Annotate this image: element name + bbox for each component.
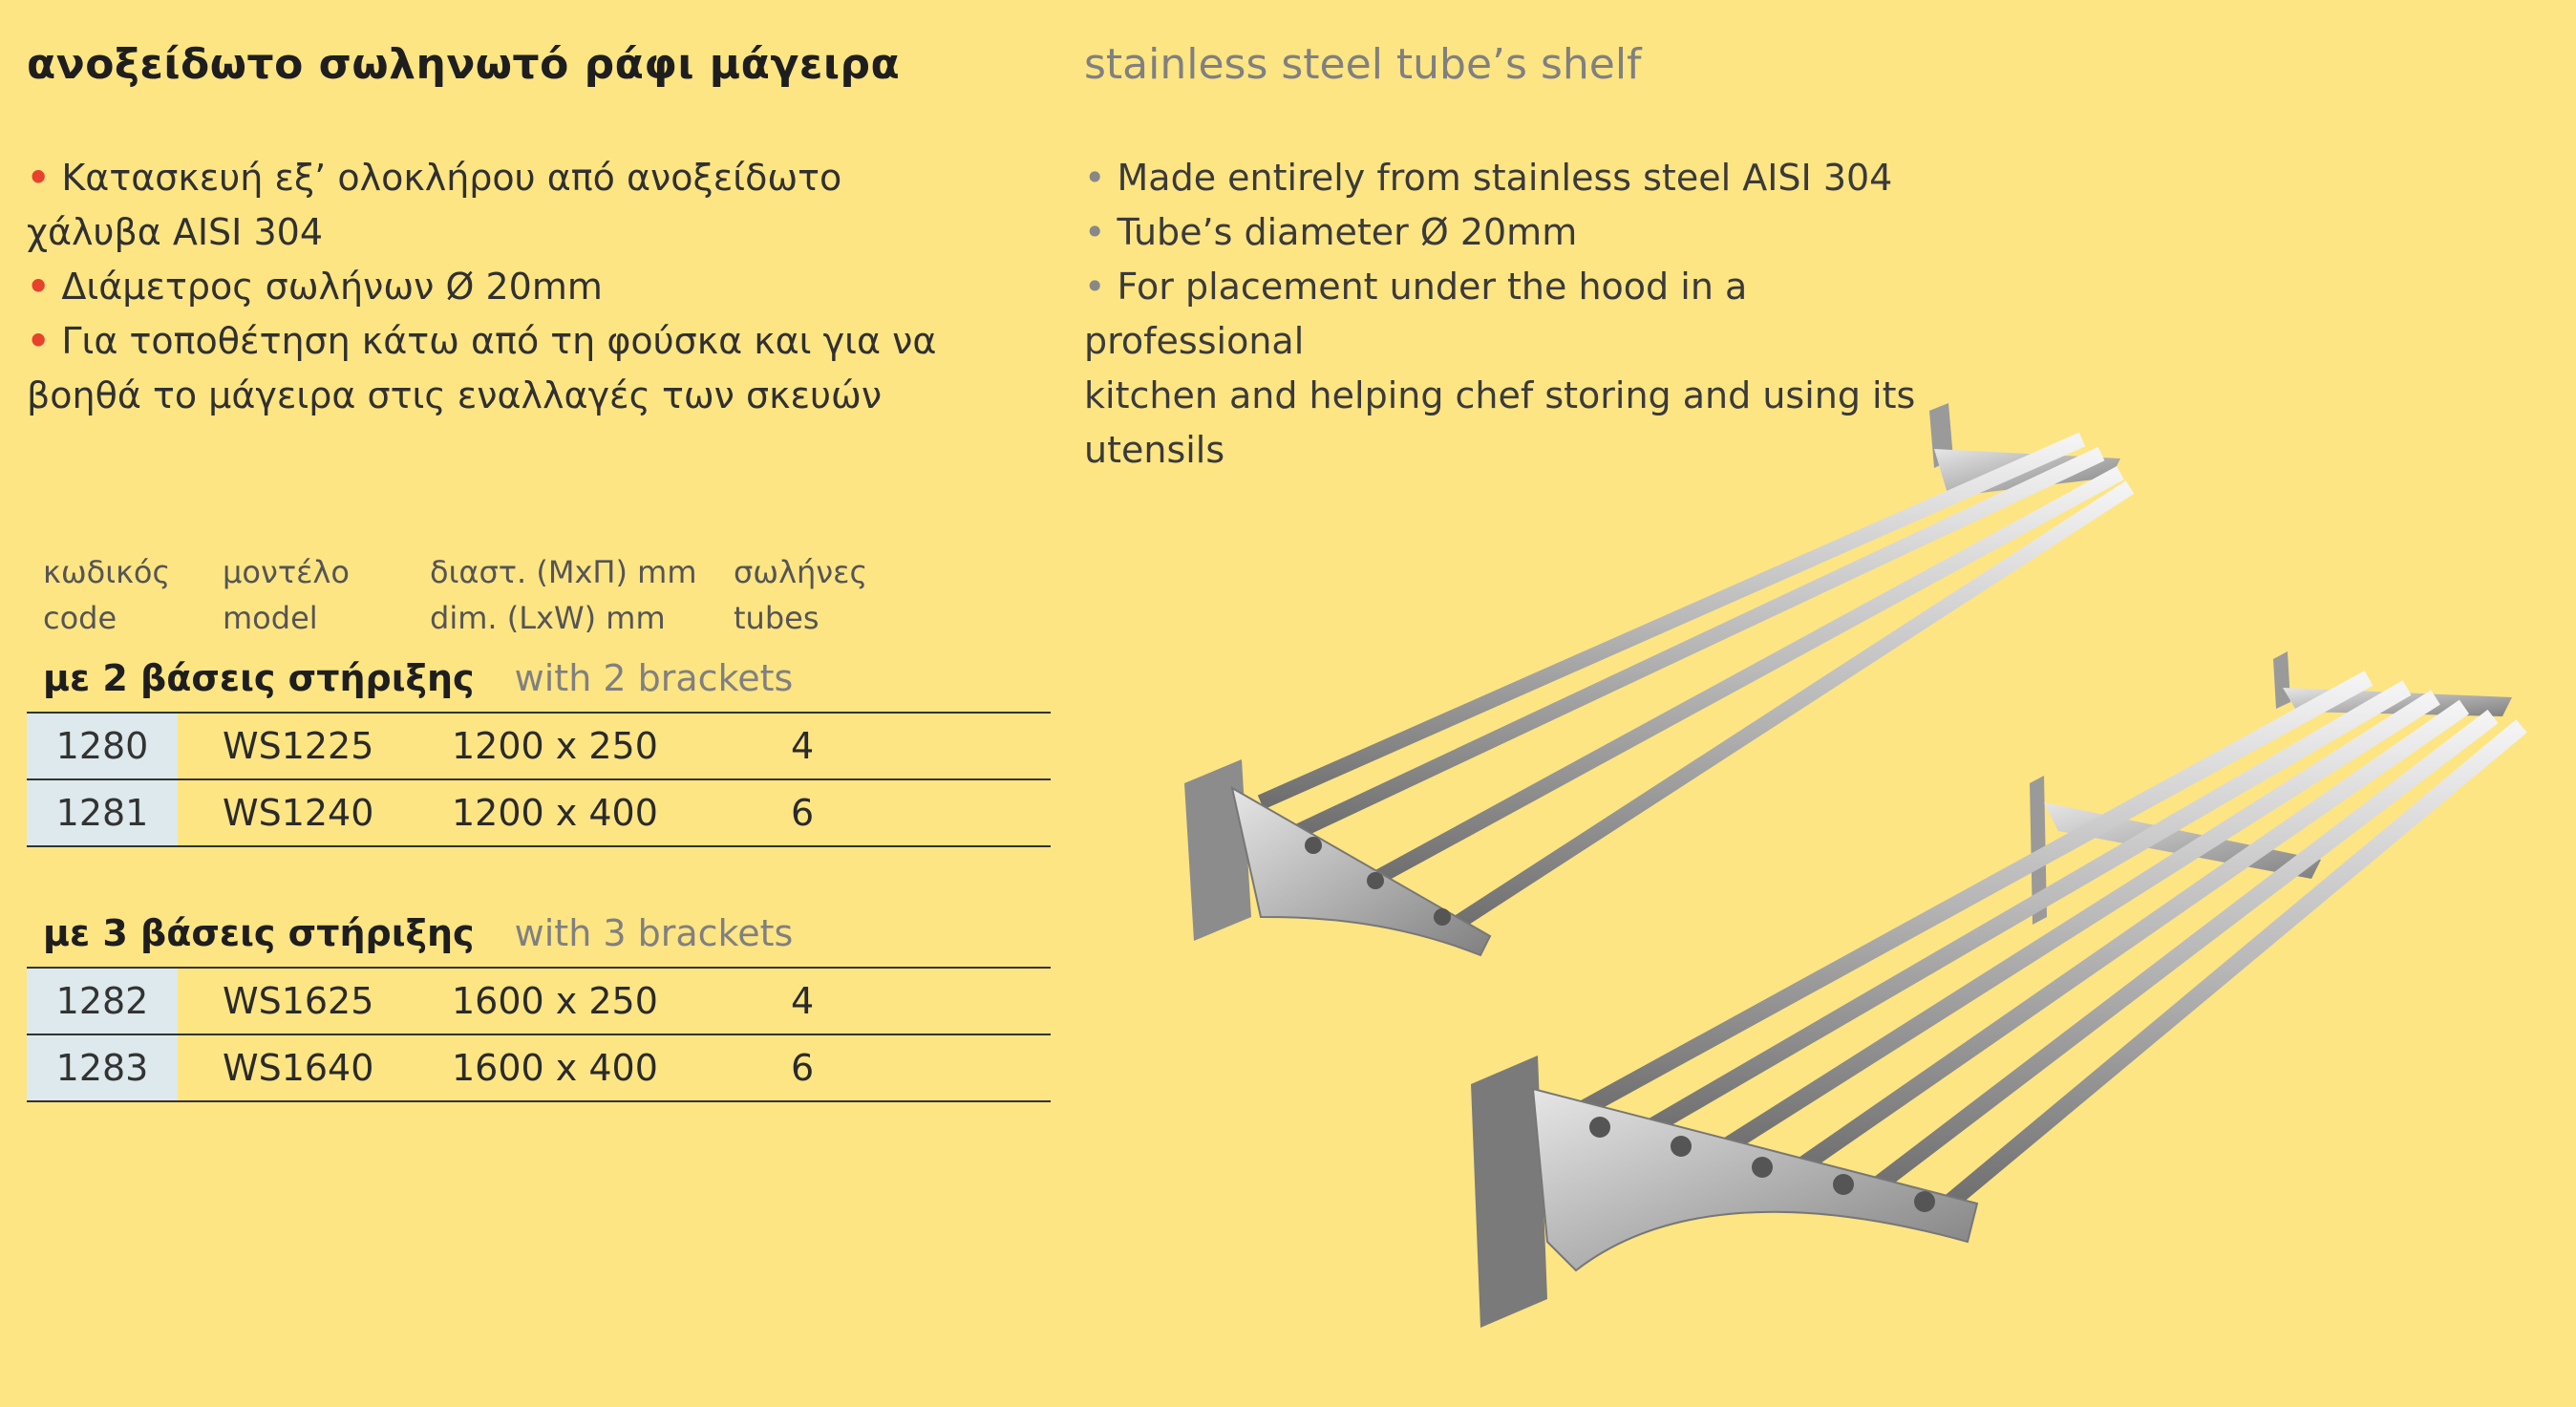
desc-line: Για τοποθέτηση κάτω από τη φούσκα και για να <box>61 320 937 362</box>
desc-greek-item-3 <box>27 314 1039 423</box>
side-bracket <box>1533 1089 1977 1270</box>
wall-plate <box>2273 651 2290 709</box>
table-row <box>27 714 1051 780</box>
desc-english-item-2 <box>1084 205 1944 260</box>
desc-greek-item-1 <box>27 151 1039 260</box>
header-dim-english: dim. (LxW) mm <box>430 600 666 636</box>
cell-code: 1281 <box>27 780 178 845</box>
cell-tubes: 4 <box>791 725 815 767</box>
header-code-english: code <box>43 600 117 636</box>
shelf-2-brackets <box>1184 403 2130 955</box>
header-dim-greek: διαστ. (ΜxΠ) mm <box>430 554 697 590</box>
tube <box>1375 473 2120 879</box>
group-title-english: with 2 brackets <box>514 657 794 699</box>
cell-tubes: 6 <box>791 792 815 834</box>
desc-line: For placement under the hood in a professional <box>1084 266 1748 362</box>
table-row <box>27 780 1051 847</box>
desc-line: Διάμετρος σωλήνων Ø 20mm <box>61 266 603 308</box>
desc-line: Κατασκευή εξ’ ολοκλήρου από ανοξείδωτο <box>61 157 842 199</box>
cell-model: WS1625 <box>223 980 374 1022</box>
bolt-icon <box>1589 1117 1610 1138</box>
desc-line: χάλυβα AISI 304 <box>27 211 323 253</box>
title-english: stainless steel tube’s shelf <box>1084 40 1642 89</box>
desc-line: utensils <box>1084 429 1225 471</box>
cell-code: 1282 <box>27 969 178 1034</box>
desc-line: Tube’s diameter Ø 20mm <box>1117 211 1578 253</box>
group-title-greek: με 2 βάσεις στήριξης <box>43 657 475 699</box>
header-model-english: model <box>223 600 318 636</box>
bullet-icon: • <box>27 320 51 362</box>
bolt-icon <box>1671 1136 1692 1157</box>
bolt-icon <box>1367 872 1384 889</box>
bolt-icon <box>1434 908 1451 926</box>
cell-tubes: 4 <box>791 980 815 1022</box>
header-tubes-english: tubes <box>734 600 820 636</box>
table-3-brackets <box>27 967 1051 1102</box>
desc-line: βοηθά το μάγειρα στις εναλλαγές των σκευών <box>27 374 883 416</box>
group-title-english: with 3 brackets <box>514 912 794 954</box>
description-greek <box>27 151 1039 423</box>
header-tubes-greek: σωλήνες <box>734 554 868 590</box>
desc-line: Made entirely from stainless steel AISI 304 <box>1117 157 1893 199</box>
cell-code: 1283 <box>27 1035 178 1100</box>
tube <box>1719 697 2436 1151</box>
bolt-icon <box>1833 1174 1854 1195</box>
header-dimensions <box>430 549 696 641</box>
bullet-icon: • <box>27 266 51 308</box>
cell-dimensions: 1600 x 400 <box>452 1047 658 1089</box>
side-bracket <box>1232 788 1490 955</box>
cell-dimensions: 1200 x 250 <box>452 725 658 767</box>
cell-dimensions: 1600 x 250 <box>452 980 658 1022</box>
header-model-greek: μοντέλο <box>223 554 350 590</box>
bullet-icon: • <box>1084 211 1106 253</box>
table-2-brackets <box>27 712 1051 847</box>
desc-greek-item-2 <box>27 260 1039 314</box>
table-row <box>27 1035 1051 1102</box>
header-code-greek: κωδικός <box>43 554 171 590</box>
bolt-icon <box>1305 837 1322 854</box>
table-row <box>27 969 1051 1035</box>
bullet-icon: • <box>1084 157 1106 199</box>
title-greek: ανοξείδωτο σωληνωτό ράφι μάγειρα <box>27 40 901 89</box>
cell-dimensions: 1200 x 400 <box>452 792 658 834</box>
cell-code: 1280 <box>27 714 178 778</box>
bolt-icon <box>1914 1191 1935 1212</box>
group-title-2-brackets <box>43 657 793 699</box>
tube <box>1261 439 2082 802</box>
bolt-icon <box>1752 1157 1773 1178</box>
group-title-greek: με 3 βάσεις στήριξης <box>43 912 475 954</box>
cell-model: WS1225 <box>223 725 374 767</box>
group-title-3-brackets <box>43 912 793 954</box>
cell-model: WS1240 <box>223 792 374 834</box>
wall-plate <box>1184 759 1251 941</box>
desc-line: kitchen and helping chef storing and using its <box>1084 374 1916 416</box>
header-model <box>223 549 350 641</box>
bullet-icon: • <box>1084 266 1106 308</box>
header-tubes <box>734 549 867 641</box>
desc-english-item-1 <box>1084 151 1944 205</box>
shelf-illustration <box>1127 382 2541 1337</box>
cell-tubes: 6 <box>791 1047 815 1089</box>
shelf-3-brackets <box>1471 651 2522 1328</box>
cell-model: WS1640 <box>223 1047 374 1089</box>
bullet-icon: • <box>27 157 51 199</box>
header-code <box>43 549 170 641</box>
